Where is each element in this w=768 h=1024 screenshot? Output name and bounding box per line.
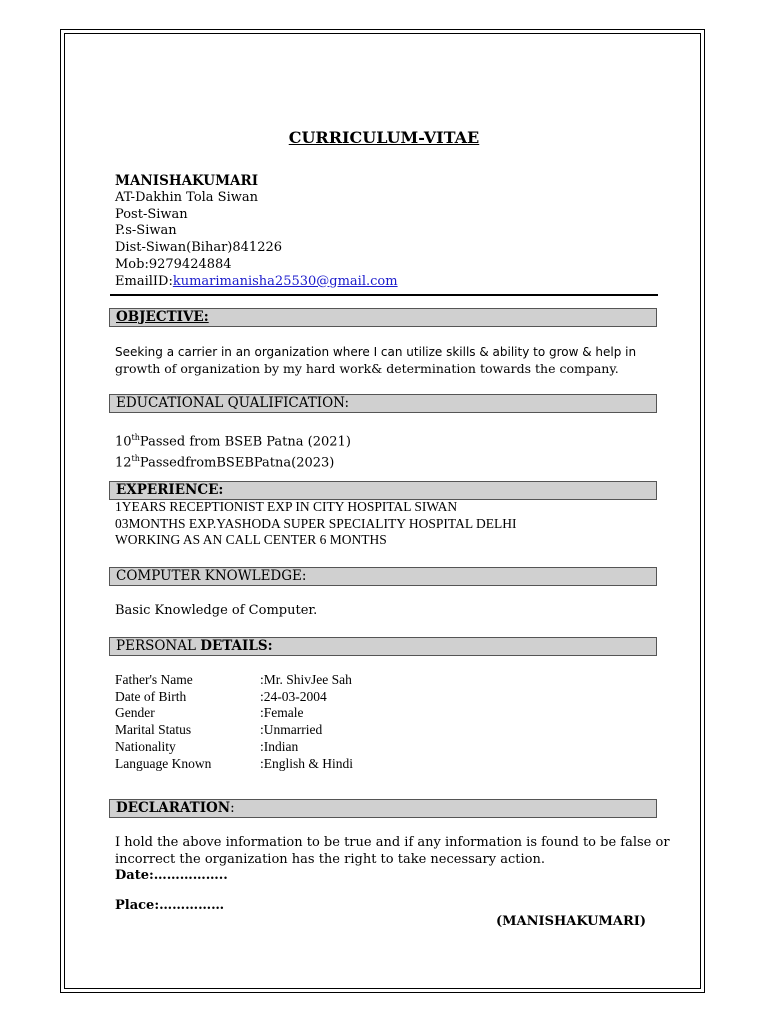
address-line: Dist-Siwan(Bihar)841226 [115, 240, 283, 256]
row-value: :Unmarried [260, 722, 323, 738]
personal-details-table [115, 672, 353, 772]
row-label: Nationality [115, 738, 176, 754]
objective-heading-text: OBJECTIVE: [116, 309, 209, 325]
declaration-heading-b: : [230, 800, 235, 816]
objective-line: Seeking a carrier in an organization where I can utilize skills & ability to grow & help in [115, 345, 637, 359]
declaration-line: I hold the above information to be true and if any information is found to be false or [115, 835, 670, 850]
computer-heading-text: COMPUTER KNOWLEDGE: [116, 568, 307, 584]
row-label: Father's Name [115, 672, 193, 687]
declaration-heading [109, 799, 657, 818]
header-divider [110, 294, 658, 296]
mobile-line: Mob:9279424884 [115, 256, 232, 272]
experience-heading-text: EXPERIENCE: [116, 482, 224, 498]
row-value: :Female [260, 705, 304, 721]
address-line: AT-Dakhin Tola Siwan [115, 190, 258, 205]
place-line: Place:…………… [115, 898, 225, 913]
row-label: Marital Status [115, 722, 192, 738]
table-row [115, 672, 353, 689]
education-heading-text: EDUCATIONAL QUALIFICATION: [116, 395, 350, 411]
row-label: Language Known [115, 755, 212, 771]
row-label: Date of Birth [115, 688, 187, 704]
objective-line: growth of organization by my hard work& determination towards the company. [115, 360, 619, 376]
row-value: :Mr. ShivJee Sah [260, 672, 352, 687]
personal-heading-b: DETAILS: [200, 638, 273, 654]
experience-heading [109, 481, 657, 500]
table-row [115, 739, 353, 756]
table-row [115, 705, 353, 722]
row-value: :Indian [260, 738, 299, 754]
address-line: Post-Siwan [115, 206, 188, 222]
row-value: :English & Hindi [260, 755, 354, 771]
table-row [115, 722, 353, 739]
personal-heading [109, 637, 657, 656]
objective-text [115, 344, 636, 377]
declaration-line: incorrect the organization has the right to take necessary action. [115, 851, 545, 867]
education-item: 10thPassed from BSEB Patna (2021) [115, 433, 351, 450]
email-line [115, 274, 398, 291]
document-title: CURRICULUM-VITAE [288, 128, 480, 147]
date-line: Date:…………….. [115, 868, 228, 884]
declaration-heading-a: DECLARATION [116, 800, 231, 816]
signature-name: (MANISHAKUMARI) [496, 914, 647, 929]
experience-list [115, 499, 516, 549]
email-label: EmailID: [115, 273, 173, 289]
computer-text: Basic Knowledge of Computer. [115, 603, 318, 618]
table-row [115, 689, 353, 706]
personal-heading-a: PERSONAL [116, 638, 201, 654]
candidate-name: MANISHAKUMARI [115, 173, 259, 189]
experience-item: WORKING AS AN CALL CENTER 6 MONTHS [115, 532, 387, 548]
row-label: Gender [115, 705, 155, 721]
address-line: P.s-Siwan [115, 223, 177, 239]
computer-heading [109, 567, 657, 586]
table-row [115, 756, 353, 773]
address-block [115, 190, 398, 290]
education-heading [109, 394, 657, 413]
education-item: 12thPassedfromBSEBPatna(2023) [115, 454, 335, 471]
education-list [115, 430, 351, 472]
experience-item: 1YEARS RECEPTIONIST EXP IN CITY HOSPITAL SIWAN [115, 499, 458, 514]
email-link[interactable]: kumarimanisha25530@gmail.com [172, 273, 398, 289]
declaration-text [115, 835, 670, 885]
row-value: :24-03-2004 [260, 688, 327, 704]
experience-item: 03MONTHS EXP.YASHODA SUPER SPECIALITY HOSPITAL DELHI [115, 515, 517, 531]
objective-heading [109, 308, 657, 327]
